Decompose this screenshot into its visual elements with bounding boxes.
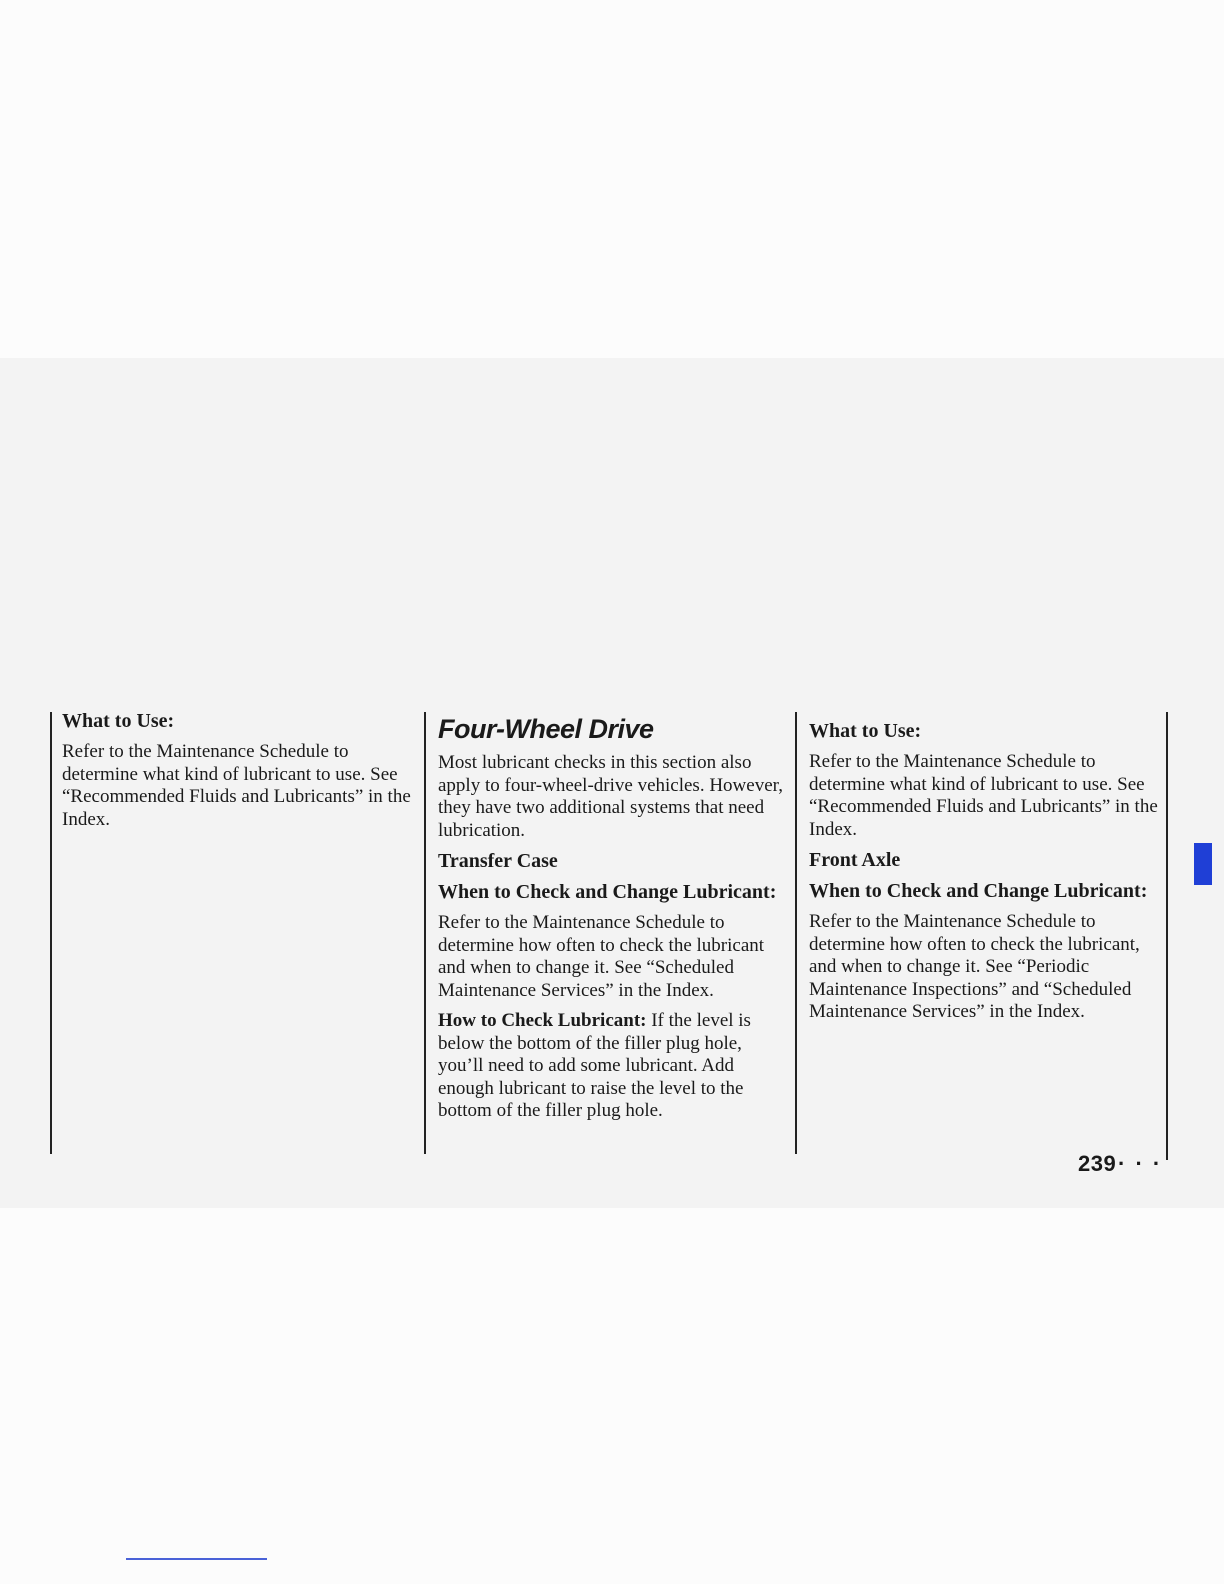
continuation-dots: · · ·: [1118, 1151, 1163, 1176]
right-when-to-check-heading: When to Check and Change Lubricant:: [809, 880, 1148, 902]
front-axle-heading: Front Axle: [809, 849, 901, 871]
how-to-check-body: If the level is below the bottom of the filler plug hole, you’ll need to add some lubricant. Add enough lubricant to raise the level to the bottom of the filler plug hole.: [438, 1010, 751, 1121]
transfer-case-heading: Transfer Case: [438, 850, 558, 872]
middle-column: [438, 712, 784, 1131]
when-to-check-heading: When to Check and Change Lubricant:: [438, 881, 777, 903]
how-to-check-paragraph: [438, 1010, 784, 1123]
right-what-to-use-body: Refer to the Maintenance Schedule to determine what kind of lubricant to use. See “Recommended Fluids and Lubricants” in the Index.: [809, 751, 1158, 840]
right-what-to-use-heading: What to Use:: [809, 720, 922, 742]
section-title: Four-Wheel Drive: [438, 714, 654, 744]
right-column: [809, 720, 1161, 1032]
column-rule-middle-right: [795, 712, 797, 1154]
page-number: 239: [1078, 1151, 1117, 1176]
when-to-check-body: Refer to the Maintenance Schedule to determine how often to check the lubricant and when to change it. See “Scheduled Maintenance Services” in the Index.: [438, 912, 765, 1001]
link-underline: [126, 1558, 267, 1560]
what-to-use-body: Refer to the Maintenance Schedule to determine what kind of lubricant to use. See “Recommended Fluids and Lubricants” in the Index.: [62, 741, 411, 830]
section-thumb-tab: [1194, 843, 1212, 885]
what-to-use-heading: What to Use:: [62, 710, 175, 732]
column-rule-left: [50, 712, 52, 1154]
right-when-to-check-body: Refer to the Maintenance Schedule to determine how often to check the lubricant, and when to change it. See “Periodic Maintenance Inspections” and “Scheduled Maintenance Services” in the Index.: [809, 911, 1140, 1022]
column-rule-right: [1166, 712, 1168, 1160]
intro-paragraph: Most lubricant checks in this section also apply to four-wheel-drive vehicles. However, they have two additional systems that need lubrication.: [438, 752, 783, 841]
left-column: [62, 710, 412, 839]
how-to-check-lead: How to Check Lubricant:: [438, 1010, 647, 1031]
column-rule-middle-left: [424, 712, 426, 1154]
